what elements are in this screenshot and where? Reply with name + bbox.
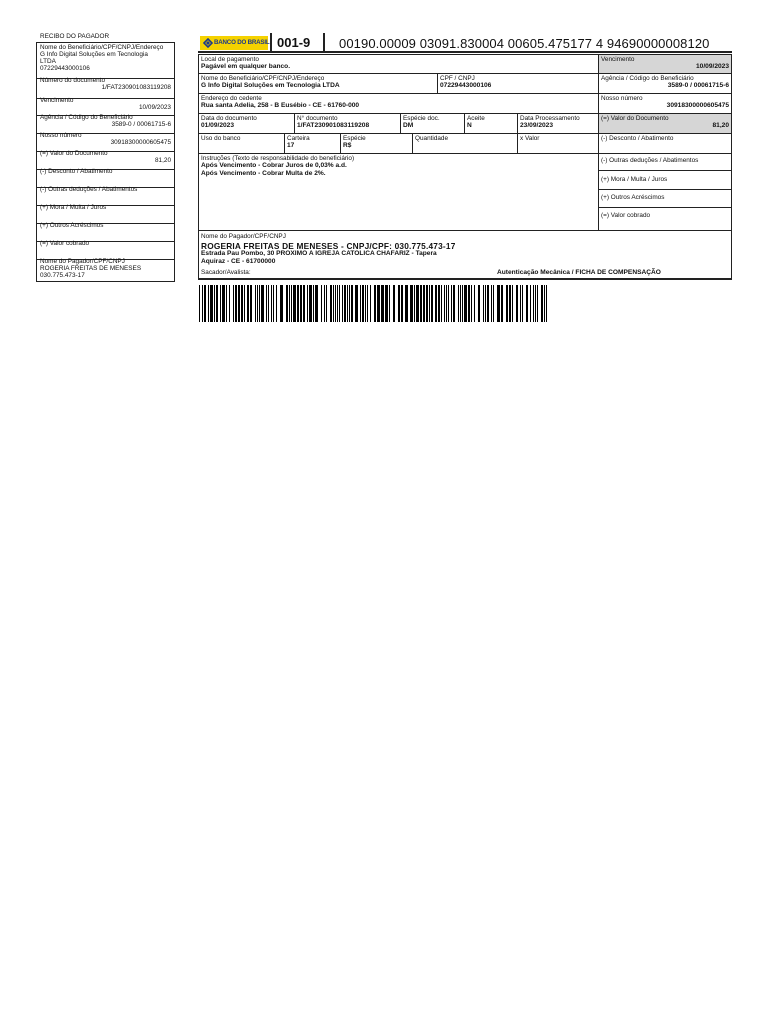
- barcode-bar: [460, 285, 461, 322]
- instruction: Após Vencimento - Cobrar Multa de 2%.: [201, 169, 326, 177]
- barcode-bar: [351, 285, 353, 322]
- fine-label: (+) Mora / Multa / Juros: [601, 176, 668, 183]
- barcode-bar: [485, 285, 486, 322]
- divider: [323, 33, 325, 53]
- label: (-) Desconto / Abatimento: [40, 168, 113, 175]
- label: Endereço do cedente: [201, 95, 262, 102]
- label: Nosso número: [601, 95, 643, 102]
- label: Instruções (Texto de responsabilidade do beneficiário): [201, 155, 355, 162]
- row-document: [198, 113, 732, 134]
- barcode-bar: [414, 285, 415, 322]
- barcode-bar: [257, 285, 258, 322]
- barcode-bar: [339, 285, 340, 322]
- value: 10/09/2023: [695, 63, 729, 70]
- label: Vencimento: [40, 97, 74, 104]
- value: Rua santa Adelia, 258 - B Eusébio - CE - 61760-000: [201, 102, 360, 109]
- barcode-bar: [509, 285, 511, 322]
- bank-logo-icon: [203, 38, 213, 48]
- barcode-bar: [474, 285, 475, 322]
- other-deductions-label: (-) Outras deduções / Abatimentos: [601, 157, 699, 164]
- barcode-bar: [303, 285, 305, 322]
- processing-date: [518, 114, 599, 133]
- barcode-bar: [216, 285, 218, 322]
- barcode-bar: [300, 285, 302, 322]
- value: R$: [343, 142, 352, 149]
- divider: [599, 170, 731, 171]
- barcode-bar: [313, 285, 314, 322]
- barcode-bar: [420, 285, 422, 322]
- value: 30918300000605475: [110, 139, 171, 146]
- barcode-bar: [405, 285, 408, 322]
- value: 1/FAT230901083119208: [297, 122, 370, 129]
- receipt-beneficiary: [37, 43, 174, 79]
- value: 030.775.473-17: [40, 272, 85, 279]
- barcode-bar: [307, 285, 308, 322]
- barcode-bar: [309, 285, 312, 322]
- accept: [465, 114, 518, 133]
- label: Nosso número: [40, 132, 82, 139]
- bank-code: 001-9: [277, 35, 311, 50]
- bank-logo: [200, 36, 268, 50]
- barcode-bar: [398, 285, 400, 322]
- row-instructions: [198, 153, 732, 231]
- barcode-bar: [204, 285, 206, 322]
- barcode-icon: [199, 285, 547, 322]
- barcode-bar: [444, 285, 445, 322]
- label: Número do documento: [40, 77, 106, 84]
- payer-address: Estrada Pau Pombo, 30 PROXIMO A IGREJA CATOLICA CHAFARIZ - Tapera: [201, 250, 437, 257]
- barcode-bar: [244, 285, 245, 322]
- label: Uso do banco: [201, 135, 241, 142]
- barcode-bar: [497, 285, 500, 322]
- payment-place: [199, 55, 599, 73]
- label: Vencimento: [601, 56, 635, 63]
- barcode-bar: [441, 285, 442, 322]
- slip-header: [198, 33, 732, 53]
- value: 1/FAT230901083119208: [101, 84, 171, 91]
- value: ROGERIA FREITAS DE MENESES: [40, 265, 142, 272]
- digitable-line: 00190.00009 03091.830004 00605.475177 4 94690000008120: [339, 36, 710, 51]
- beneficiary: [199, 74, 438, 93]
- barcode-bar: [435, 285, 437, 322]
- barcode-bar: [347, 285, 348, 322]
- barcode-bar: [214, 285, 215, 322]
- barcode-bar: [431, 285, 433, 322]
- barcode-bar: [330, 285, 332, 322]
- barcode-bar: [478, 285, 480, 322]
- barcode-bar: [342, 285, 343, 322]
- barcode-bar: [487, 285, 489, 322]
- barcode-bar: [370, 285, 371, 322]
- barcode-bar: [501, 285, 503, 322]
- our-number: [599, 94, 731, 113]
- charged-label: (=) Valor cobrado: [601, 212, 651, 219]
- label: Quantidade: [415, 135, 449, 142]
- label: Carteira: [287, 135, 310, 142]
- barcode-bar: [202, 285, 203, 322]
- barcode-bar: [429, 285, 430, 322]
- barcode-bar: [464, 285, 467, 322]
- label: Nome do Beneficiário/CPF/CNPJ/Endereço: [201, 75, 325, 82]
- barcode-bar: [241, 285, 243, 322]
- drawer-label: Sacador/Avalista:: [201, 269, 251, 276]
- payer-city: Aquiraz - CE - 61700000: [201, 258, 276, 265]
- value: 81,20: [155, 157, 171, 164]
- barcode-bar: [546, 285, 547, 322]
- label: (-) Desconto / Abatimento: [601, 135, 674, 142]
- value: 01/09/2023: [201, 122, 235, 129]
- label: Espécie: [343, 135, 366, 142]
- barcode-bar: [516, 285, 518, 322]
- label: Data do documento: [201, 115, 257, 122]
- barcode-bar: [273, 285, 274, 322]
- due-date: [599, 55, 731, 73]
- value: 23/09/2023: [520, 122, 554, 129]
- barcode-bar: [333, 285, 334, 322]
- divider: [270, 33, 272, 53]
- value: 3589-0 / 00061715-6: [111, 121, 171, 128]
- barcode-bar: [280, 285, 283, 322]
- label: Agência / Código do Beneficiário: [601, 75, 694, 82]
- discount: [599, 134, 731, 153]
- barcode-bar: [446, 285, 447, 322]
- barcode-bar: [416, 285, 419, 322]
- barcode-bar: [220, 285, 221, 322]
- barcode-bar: [271, 285, 272, 322]
- barcode-bar: [222, 285, 225, 322]
- x-value: [518, 134, 599, 153]
- barcode-bar: [266, 285, 267, 322]
- barcode-bar: [544, 285, 545, 322]
- agency: [599, 74, 731, 93]
- barcode-bar: [526, 285, 528, 322]
- row-payment-place: [198, 54, 732, 74]
- row-bank-use: [198, 133, 732, 154]
- barcode-bar: [355, 285, 358, 322]
- barcode-bar: [389, 285, 390, 322]
- barcode-bar: [451, 285, 452, 322]
- barcode-bar: [530, 285, 531, 322]
- barcode-bar: [374, 285, 376, 322]
- label: (-) Outras deduções / Abatimentos: [40, 186, 138, 193]
- label: Data Processamento: [520, 115, 580, 122]
- value: Pagável em qualquer banco.: [201, 63, 291, 70]
- barcode-bar: [247, 285, 249, 322]
- barcode-bar: [426, 285, 428, 322]
- barcode-bar: [377, 285, 380, 322]
- barcode-bar: [259, 285, 260, 322]
- value: 07229443000106: [40, 65, 90, 72]
- barcode-bar: [367, 285, 368, 322]
- barcode-bar: [297, 285, 299, 322]
- barcode-bar: [233, 285, 234, 322]
- barcode-bar: [344, 285, 346, 322]
- barcode-bar: [261, 285, 264, 322]
- bank-use: [199, 134, 285, 153]
- barcode-bar: [493, 285, 494, 322]
- label: Nome do Beneficiário/CPF/CNPJ/Endereço: [40, 44, 164, 51]
- barcode-bar: [289, 285, 290, 322]
- barcode-bar: [349, 285, 350, 322]
- bank-name: BANCO DO BRASIL: [214, 39, 270, 46]
- label: Agência / Código do Beneficiário: [40, 114, 133, 121]
- label: N° documento: [297, 115, 338, 122]
- wallet: [285, 134, 341, 153]
- authentication-label: Autenticação Mecânica / FICHA DE COMPENSAÇÃO: [497, 269, 661, 276]
- value: 30918300000605475: [666, 102, 729, 109]
- barcode-bar: [335, 285, 336, 322]
- value: 3589-0 / 00061715-6: [667, 82, 729, 89]
- barcode-bar: [208, 285, 209, 322]
- barcode-bar: [491, 285, 492, 322]
- barcode-bar: [315, 285, 318, 322]
- barcode-bar: [199, 285, 200, 322]
- barcode-bar: [362, 285, 364, 322]
- barcode-bar: [324, 285, 325, 322]
- barcode-bar: [326, 285, 327, 322]
- barcode-bar: [291, 285, 292, 322]
- row-beneficiary: [198, 73, 732, 94]
- barcode-bar: [401, 285, 403, 322]
- barcode-bar: [410, 285, 413, 322]
- label: (=) Valor do Documento: [40, 150, 108, 157]
- payer-label: Nome do Pagador/CPF/CNPJ: [201, 233, 286, 240]
- barcode-bar: [268, 285, 269, 322]
- instruction: Após Vencimento - Cobrar Juros de 0,03% a.d.: [201, 162, 347, 169]
- value: G Info Digital Soluções em Tecnologia: [40, 51, 148, 58]
- barcode-bar: [255, 285, 256, 322]
- barcode-bar: [512, 285, 513, 322]
- barcode-bar: [453, 285, 455, 322]
- receipt-title: RECIBO DO PAGADOR: [40, 33, 110, 40]
- barcode-bar: [471, 285, 472, 322]
- barcode-bar: [276, 285, 277, 322]
- instructions-values: [599, 154, 731, 230]
- label: Aceite: [467, 115, 485, 122]
- barcode-bar: [483, 285, 484, 322]
- other-additions-label: (+) Outros Acréscimos: [601, 194, 665, 201]
- barcode-bar: [235, 285, 237, 322]
- barcode-bar: [522, 285, 523, 322]
- barcode-bar: [438, 285, 440, 322]
- instructions: [199, 154, 599, 230]
- barcode-bar: [337, 285, 338, 322]
- doc-number: [295, 114, 401, 133]
- doc-date: [199, 114, 295, 133]
- cpf-cnpj: [438, 74, 599, 93]
- value: N: [467, 122, 472, 129]
- barcode-bar: [535, 285, 536, 322]
- label: (+) Outros Acréscimos: [40, 222, 104, 229]
- barcode-bar: [533, 285, 534, 322]
- row-address: [198, 93, 732, 114]
- doc-kind: [401, 114, 465, 133]
- row-payer: [198, 230, 732, 280]
- barcode-bar: [321, 285, 322, 322]
- barcode-bar: [423, 285, 425, 322]
- value: 17: [287, 142, 295, 149]
- label: Local de pagamento: [201, 56, 259, 63]
- barcode-bar: [381, 285, 384, 322]
- value: DM: [403, 122, 414, 129]
- barcode-bar: [293, 285, 296, 322]
- label: (=) Valor cobrado: [40, 240, 90, 247]
- barcode-bar: [462, 285, 463, 322]
- barcode-bar: [537, 285, 538, 322]
- label: Nome do Pagador/CPF/CNPJ: [40, 258, 125, 265]
- currency: [341, 134, 413, 153]
- barcode-bar: [520, 285, 521, 322]
- barcode-bar: [468, 285, 470, 322]
- divider: [599, 207, 731, 208]
- value: G Info Digital Soluções em Tecnologia LTDA: [201, 82, 340, 89]
- value: 07229443000106: [440, 82, 492, 89]
- doc-value: [599, 114, 731, 133]
- label: (=) Valor do Documento: [601, 115, 669, 122]
- barcode-bar: [458, 285, 459, 322]
- payer-receipt: [36, 42, 175, 282]
- barcode-bar: [250, 285, 252, 322]
- barcode-bar: [226, 285, 227, 322]
- barcode-bar: [286, 285, 288, 322]
- barcode-bar: [360, 285, 361, 322]
- barcode-bar: [393, 285, 395, 322]
- barcode-bar: [229, 285, 230, 322]
- barcode-bar: [365, 285, 366, 322]
- quantity: [413, 134, 518, 153]
- value: 81,20: [712, 122, 729, 129]
- divider: [599, 189, 731, 190]
- barcode-bar: [385, 285, 388, 322]
- payer-name: ROGERIA FREITAS DE MENESES - CNPJ/CPF: 030.775.473-17: [201, 241, 456, 251]
- receipt-payer: [37, 257, 174, 284]
- barcode-bar: [238, 285, 240, 322]
- value: LTDA: [40, 58, 56, 65]
- barcode-bar: [506, 285, 508, 322]
- label: (+) Mora / Multa / Juros: [40, 204, 107, 211]
- address: [199, 94, 599, 113]
- barcode-bar: [448, 285, 449, 322]
- barcode-bar: [541, 285, 543, 322]
- barcode-bar: [210, 285, 213, 322]
- label: x Valor: [520, 135, 540, 142]
- value: 10/09/2023: [139, 104, 171, 111]
- label: Espécie doc.: [403, 115, 440, 122]
- label: CPF / CNPJ: [440, 75, 475, 82]
